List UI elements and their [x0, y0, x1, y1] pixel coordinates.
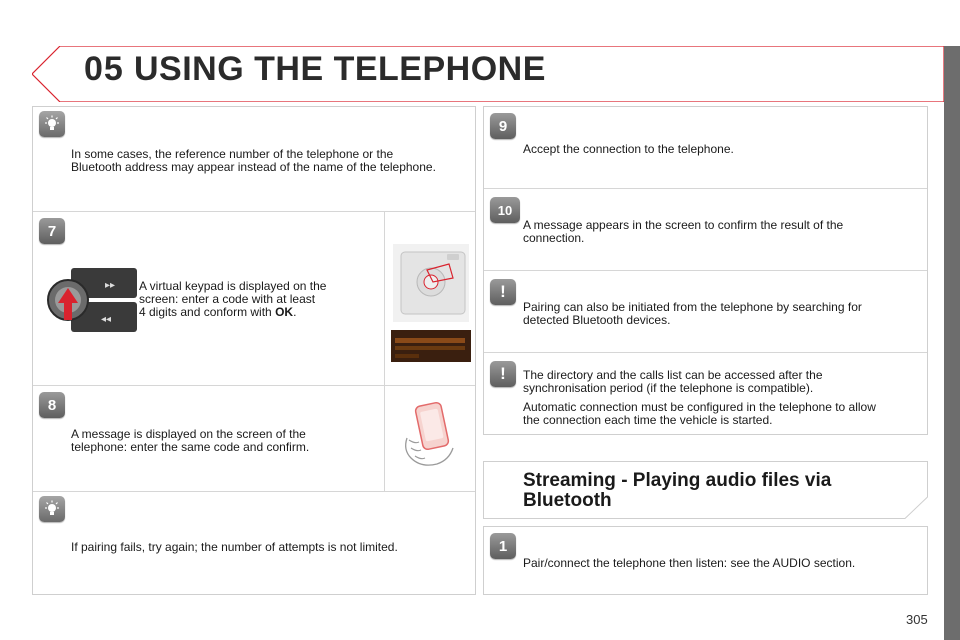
page-number: 305 [906, 612, 928, 627]
warning-2-para-2 [523, 401, 913, 427]
step-7-badge: 7 [39, 218, 65, 244]
warning-2-cell [484, 353, 927, 434]
tip-bottom-cell [33, 492, 475, 594]
side-tab-bar [944, 46, 960, 640]
warning-2-para-2-line-1: Automatic connection must be configured in the telephone to allow [523, 400, 876, 414]
page-header [32, 46, 956, 102]
streaming-step-1-text: Pair/connect the telephone then listen: see the AUDIO section. [523, 556, 856, 570]
tip-top-text [71, 148, 471, 174]
tip-top-line-1: In some cases, the reference number of the telephone or the [71, 147, 394, 161]
exclamation-icon: ! [490, 279, 516, 305]
lightbulb-icon [39, 496, 65, 522]
step-10-line-1: A message appears in the screen to confirm the result of the [523, 218, 844, 232]
streaming-title-line-1: Streaming - Playing audio files via [523, 470, 832, 491]
tip-bottom-text: If pairing fails, try again; the number of attempts is not limited. [71, 540, 398, 554]
phone-in-hand-illustration [397, 398, 467, 478]
warning-1-cell [484, 271, 927, 353]
exclamation-icon: ! [490, 361, 516, 387]
step-9-cell [484, 107, 927, 189]
streaming-step-1-panel [483, 526, 928, 595]
step-10-text [523, 219, 913, 245]
warning-2-para-1-line-2: synchronisation period (if the telephone is compatible). [523, 381, 814, 395]
streaming-section-title [523, 471, 831, 511]
step-10-line-2: connection. [523, 231, 585, 245]
tip-top-cell [33, 107, 475, 212]
step-8-text [71, 428, 371, 454]
step-7-divider [384, 212, 385, 386]
step-7-line-1: A virtual keypad is displayed on the [139, 279, 327, 293]
step-8-divider [384, 386, 385, 492]
right-panel [483, 106, 928, 435]
lightbulb-icon [39, 111, 65, 137]
step-10-cell [484, 189, 927, 271]
warning-1-line-2: detected Bluetooth devices. [523, 313, 671, 327]
step-7-cell [33, 212, 475, 386]
streaming-title-line-2: Bluetooth [523, 490, 612, 511]
fast-forward-icon: ▸▸ [105, 280, 116, 291]
step-9-badge: 9 [490, 113, 516, 139]
streaming-step-1-badge: 1 [490, 533, 516, 559]
step-7-line-3-end: . [293, 305, 297, 319]
rewind-icon: ◂◂ [101, 314, 112, 325]
step-10-badge: 10 [490, 197, 520, 223]
left-panel [32, 106, 476, 595]
dashboard-illustration [387, 242, 473, 382]
step-8-badge: 8 [39, 392, 65, 418]
warning-1-line-1: Pairing can also be initiated from the telephone by searching for [523, 300, 862, 314]
warning-2-text [523, 369, 913, 433]
step-8-line-1: A message is displayed on the screen of the [71, 427, 306, 441]
step-7-text [139, 280, 379, 319]
step-8-line-2: telephone: enter the same code and confirm. [71, 440, 310, 454]
tip-top-line-2: Bluetooth address may appear instead of the name of the telephone. [71, 160, 436, 174]
warning-2-para-1-line-1: The directory and the calls list can be accessed after the [523, 368, 823, 382]
step-7-line-3 [139, 306, 379, 319]
ok-button-illustration [43, 258, 143, 342]
step-7-line-2: screen: enter a code with at least [139, 292, 316, 306]
warning-2-para-1 [523, 369, 913, 395]
warning-2-para-2-line-2: the connection each time the vehicle is started. [523, 413, 773, 427]
chapter-number: 05 [84, 50, 124, 88]
page-title: USING THE TELEPHONE [134, 50, 546, 88]
step-7-line-3-text: 4 digits and conform with [139, 305, 276, 319]
step-8-cell [33, 386, 475, 492]
warning-1-text [523, 301, 913, 327]
ok-keyword: OK [275, 305, 294, 319]
step-9-text: Accept the connection to the telephone. [523, 142, 734, 156]
